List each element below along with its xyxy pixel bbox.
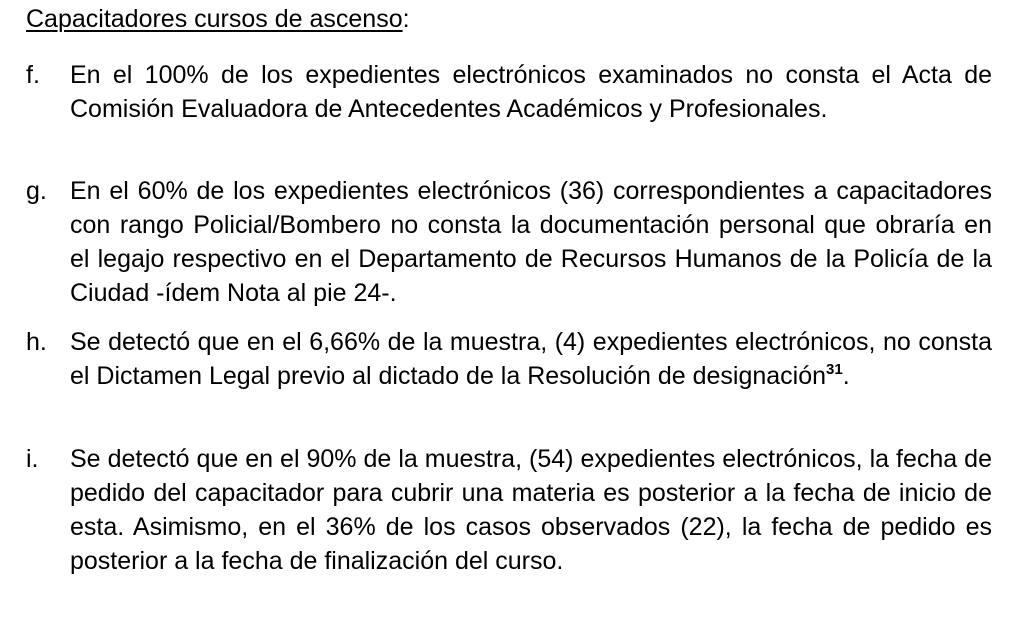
list-item-text: Se detectó que en el 6,66% de la muestra, (4) expedientes electrónicos, no consta el Dictamen Legal previo al dictado de la Resolución de designación	[70, 328, 992, 390]
section-title: Capacitadores cursos de ascenso	[26, 5, 403, 33]
list-item-text: En el 100% de los expedientes electrónicos examinados no consta el Acta de Comisión Evaluadora de Antecedentes Académicos y Profesionales.	[70, 61, 992, 123]
section-heading	[26, 2, 410, 36]
list-item-text: Se detectó que en el 90% de la muestra, (54) expedientes electrónicos, la fecha de pedido del capacitador para cubrir una materia es posterior a la fecha de inicio de esta. Asimismo, en el 36% de los casos observados (22), la fecha de pedido es posterior a la fecha de finalización del curso.	[70, 445, 992, 575]
list-marker: h.	[26, 328, 47, 356]
list-marker: i.	[26, 445, 39, 473]
list-item-text-container	[70, 325, 992, 393]
footnote-reference: 31	[826, 361, 843, 378]
section-title-colon: :	[402, 5, 410, 33]
list-item-text-end: .	[842, 362, 850, 390]
list-marker: f.	[26, 61, 40, 89]
list-marker: g.	[26, 177, 47, 205]
list-item-text: En el 60% de los expedientes electrónicos (36) correspondientes a capacitadores con rango Policial/Bombero no consta la documentación personal que obraría en el legajo respectivo en el Departamento de Recursos Humanos de la Policía de la Ciudad -ídem Nota al pie 24-.	[70, 177, 992, 307]
